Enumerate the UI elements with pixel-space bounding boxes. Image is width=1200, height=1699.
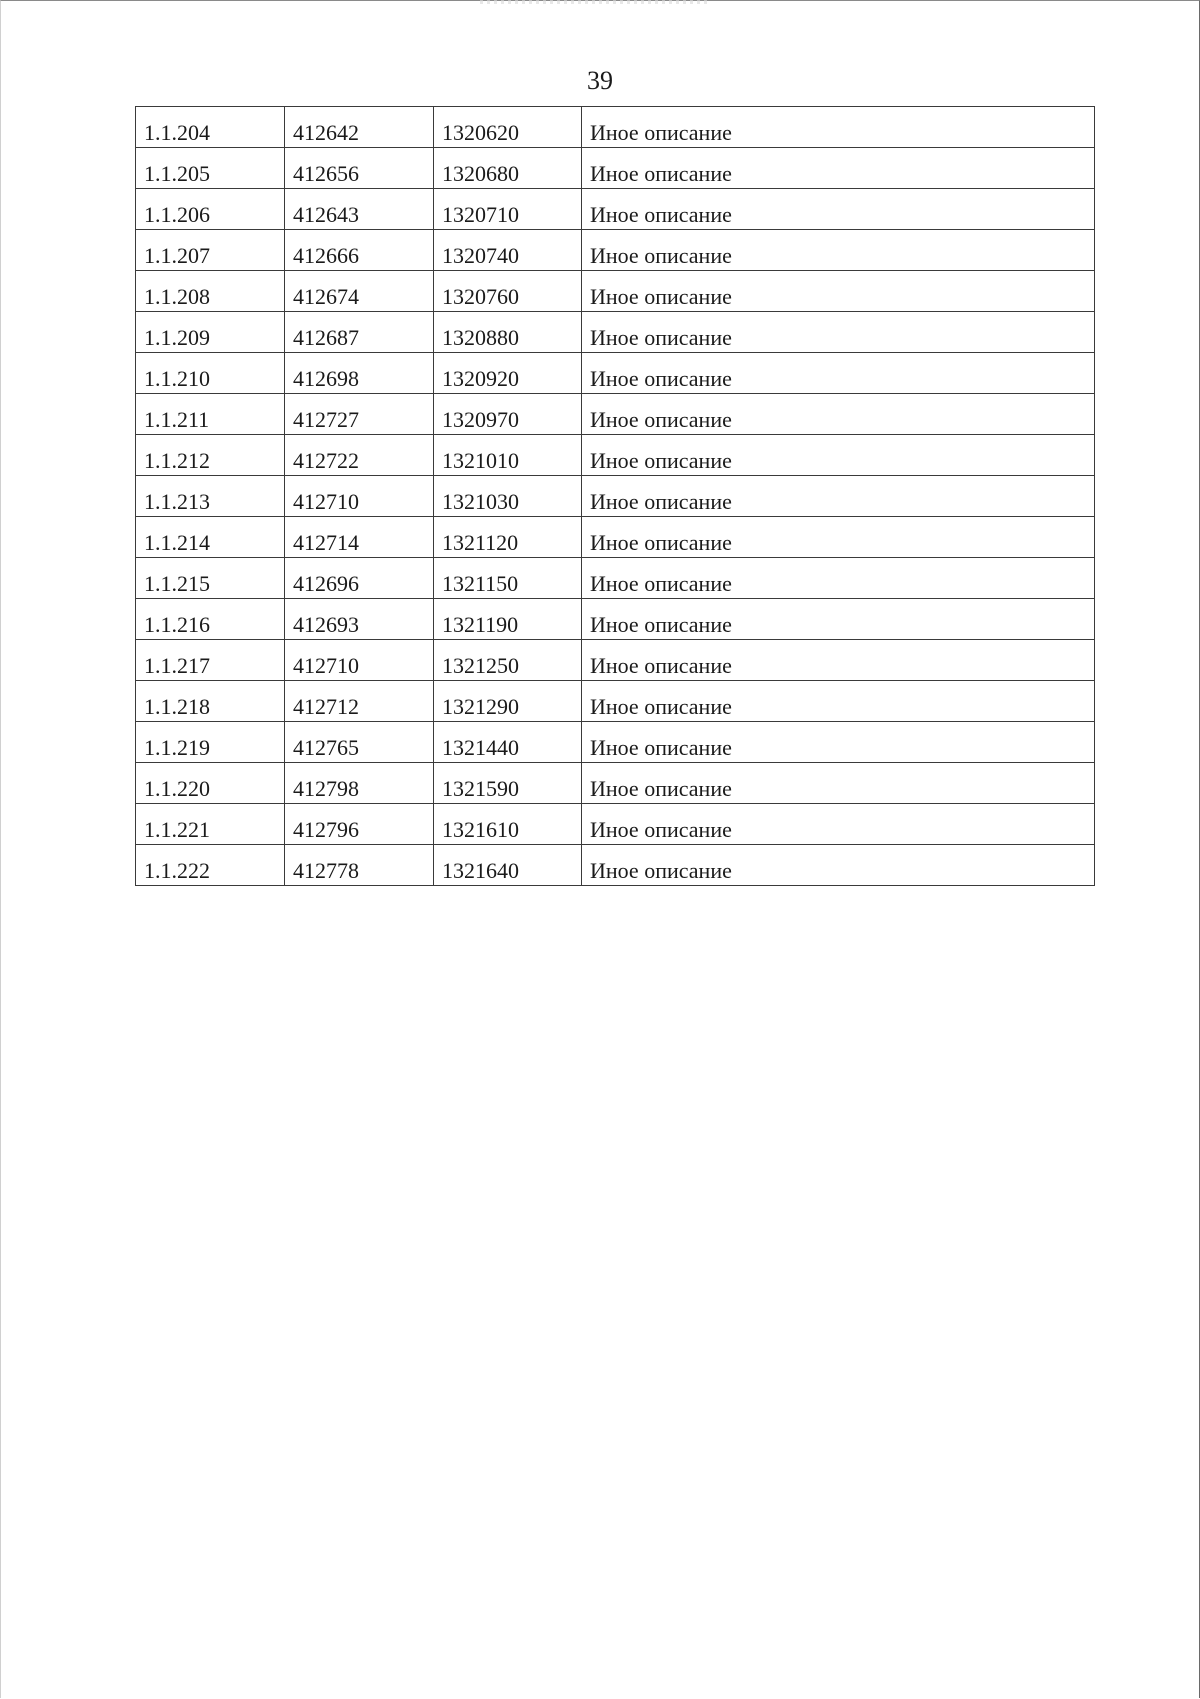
y-coordinate-cell: 1321640	[434, 845, 582, 886]
x-coordinate-cell: 412693	[285, 599, 434, 640]
table-row	[136, 722, 1095, 763]
table-row	[136, 558, 1095, 599]
table-row	[136, 435, 1095, 476]
description-cell: Иное описание	[582, 271, 1095, 312]
description-cell: Иное описание	[582, 804, 1095, 845]
point-number-cell: 1.1.210	[136, 353, 285, 394]
x-coordinate-cell: 412666	[285, 230, 434, 271]
point-number-cell: 1.1.219	[136, 722, 285, 763]
table-row	[136, 230, 1095, 271]
description-cell: Иное описание	[582, 107, 1095, 148]
point-number-cell: 1.1.216	[136, 599, 285, 640]
table-row	[136, 517, 1095, 558]
y-coordinate-cell: 1321150	[434, 558, 582, 599]
table-row	[136, 476, 1095, 517]
description-cell: Иное описание	[582, 435, 1095, 476]
y-coordinate-cell: 1321440	[434, 722, 582, 763]
table-row	[136, 312, 1095, 353]
table-row	[136, 804, 1095, 845]
y-coordinate-cell: 1321120	[434, 517, 582, 558]
point-number-cell: 1.1.205	[136, 148, 285, 189]
y-coordinate-cell: 1320970	[434, 394, 582, 435]
y-coordinate-cell: 1321250	[434, 640, 582, 681]
point-number-cell: 1.1.222	[136, 845, 285, 886]
description-cell: Иное описание	[582, 517, 1095, 558]
table-row	[136, 353, 1095, 394]
x-coordinate-cell: 412710	[285, 476, 434, 517]
y-coordinate-cell: 1320620	[434, 107, 582, 148]
y-coordinate-cell: 1321030	[434, 476, 582, 517]
point-number-cell: 1.1.208	[136, 271, 285, 312]
description-cell: Иное описание	[582, 681, 1095, 722]
table-row	[136, 107, 1095, 148]
y-coordinate-cell: 1320710	[434, 189, 582, 230]
table-row	[136, 148, 1095, 189]
y-coordinate-cell: 1320760	[434, 271, 582, 312]
description-cell: Иное описание	[582, 722, 1095, 763]
x-coordinate-cell: 412796	[285, 804, 434, 845]
x-coordinate-cell: 412698	[285, 353, 434, 394]
point-number-cell: 1.1.221	[136, 804, 285, 845]
point-number-cell: 1.1.217	[136, 640, 285, 681]
x-coordinate-cell: 412643	[285, 189, 434, 230]
y-coordinate-cell: 1321610	[434, 804, 582, 845]
point-number-cell: 1.1.214	[136, 517, 285, 558]
table-row	[136, 394, 1095, 435]
y-coordinate-cell: 1320740	[434, 230, 582, 271]
point-number-cell: 1.1.207	[136, 230, 285, 271]
coordinates-table	[135, 106, 1095, 886]
scan-artifact	[480, 0, 710, 4]
y-coordinate-cell: 1321290	[434, 681, 582, 722]
y-coordinate-cell: 1321010	[434, 435, 582, 476]
description-cell: Иное описание	[582, 558, 1095, 599]
x-coordinate-cell: 412642	[285, 107, 434, 148]
x-coordinate-cell: 412656	[285, 148, 434, 189]
description-cell: Иное описание	[582, 148, 1095, 189]
point-number-cell: 1.1.211	[136, 394, 285, 435]
description-cell: Иное описание	[582, 763, 1095, 804]
page-number: 39	[587, 66, 613, 95]
description-cell: Иное описание	[582, 230, 1095, 271]
x-coordinate-cell: 412722	[285, 435, 434, 476]
table-row	[136, 763, 1095, 804]
description-cell: Иное описание	[582, 394, 1095, 435]
description-cell: Иное описание	[582, 599, 1095, 640]
x-coordinate-cell: 412674	[285, 271, 434, 312]
point-number-cell: 1.1.218	[136, 681, 285, 722]
description-cell: Иное описание	[582, 476, 1095, 517]
description-cell: Иное описание	[582, 640, 1095, 681]
x-coordinate-cell: 412696	[285, 558, 434, 599]
point-number-cell: 1.1.220	[136, 763, 285, 804]
table-row	[136, 681, 1095, 722]
table-row	[136, 189, 1095, 230]
x-coordinate-cell: 412687	[285, 312, 434, 353]
x-coordinate-cell: 412778	[285, 845, 434, 886]
point-number-cell: 1.1.215	[136, 558, 285, 599]
x-coordinate-cell: 412798	[285, 763, 434, 804]
description-cell: Иное описание	[582, 353, 1095, 394]
coordinates-table-body	[136, 107, 1095, 886]
description-cell: Иное описание	[582, 189, 1095, 230]
y-coordinate-cell: 1320680	[434, 148, 582, 189]
x-coordinate-cell: 412727	[285, 394, 434, 435]
point-number-cell: 1.1.209	[136, 312, 285, 353]
x-coordinate-cell: 412710	[285, 640, 434, 681]
y-coordinate-cell: 1320880	[434, 312, 582, 353]
x-coordinate-cell: 412712	[285, 681, 434, 722]
table-row	[136, 599, 1095, 640]
table-row	[136, 845, 1095, 886]
point-number-cell: 1.1.212	[136, 435, 285, 476]
x-coordinate-cell: 412765	[285, 722, 434, 763]
point-number-cell: 1.1.204	[136, 107, 285, 148]
y-coordinate-cell: 1321190	[434, 599, 582, 640]
table-row	[136, 271, 1095, 312]
x-coordinate-cell: 412714	[285, 517, 434, 558]
y-coordinate-cell: 1321590	[434, 763, 582, 804]
point-number-cell: 1.1.213	[136, 476, 285, 517]
point-number-cell: 1.1.206	[136, 189, 285, 230]
description-cell: Иное описание	[582, 312, 1095, 353]
y-coordinate-cell: 1320920	[434, 353, 582, 394]
table-row	[136, 640, 1095, 681]
description-cell: Иное описание	[582, 845, 1095, 886]
